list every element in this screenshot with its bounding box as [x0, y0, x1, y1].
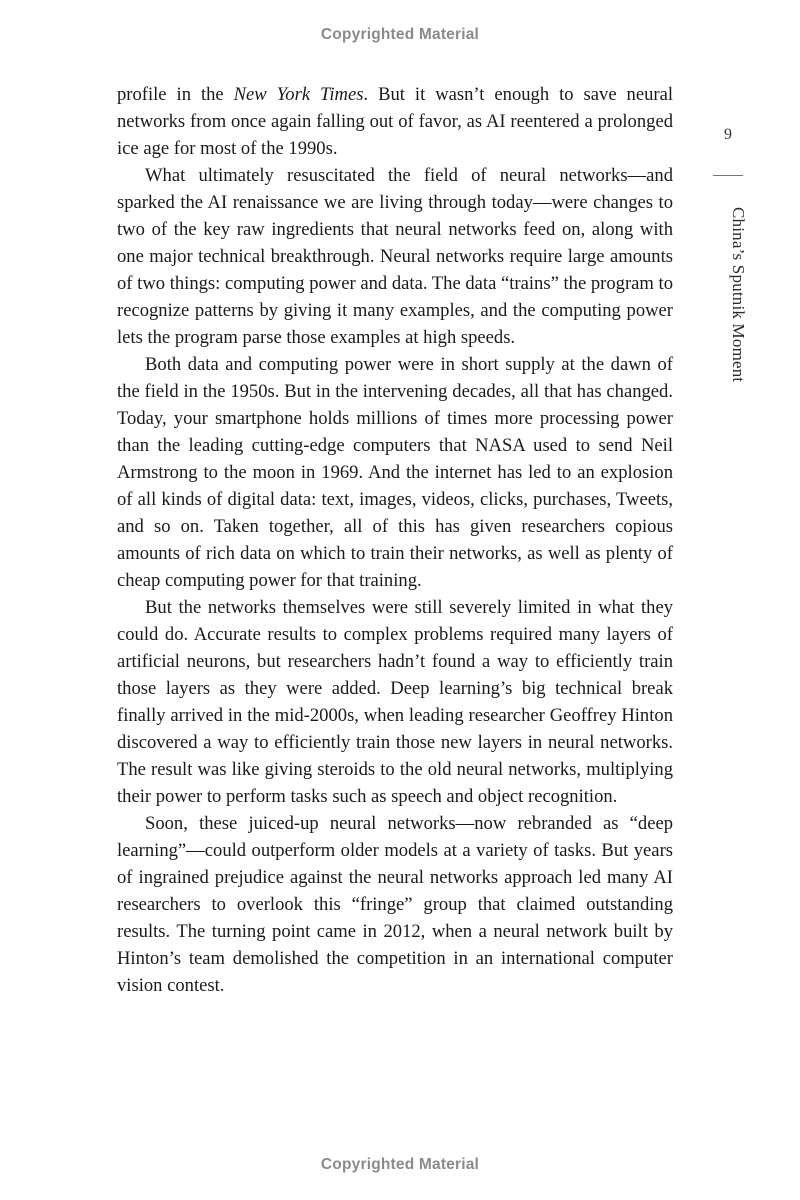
margin-divider [713, 175, 743, 176]
paragraph-3: Both data and computing power were in short supply at the dawn of the field in the 1950s. But in the intervening decades, all that has changed. Today, your smartphone holds millions of times more processing power than the leading cutting-edge computers that NASA used to send Neil Armstrong to the moon in 1969. And the internet has led to an explosion of all kinds of digital data: text, images, videos, clicks, purchases, Tweets, and so on. Taken together, all of this has given researchers copious amounts of rich data on which to train their networks, as well as plenty of cheap computing power for that training. [117, 354, 673, 591]
publication-title: New York Times [233, 84, 364, 105]
paragraph-1 [117, 81, 673, 162]
body-text [117, 81, 673, 999]
watermark-top: Copyrighted Material [320, 26, 480, 43]
paragraph-1-lead: profile in the [117, 84, 234, 105]
running-head: China’s Sputnik Moment [729, 207, 748, 383]
paragraph-5: Soon, these juiced-up neural networks—now rebranded as “deep learning”—could outperform older models at a variety of tasks. But years of ingrained prejudice against the neural networks approach led many AI researchers to overlook this “fringe” group that claimed outstanding results. The turning point came in 2012, when a neural network built by Hinton’s team demolished the competition in an international computer vision contest. [117, 813, 673, 996]
paragraph-2: What ultimately resuscitated the field of neural networks—and sparked the AI renaissance we are living through today—were changes to two of the key raw ingredients that neural networks feed on, along with one major technical breakthrough. Neural networks require large amounts of two things: computing power and data. The data “trains” the program to recognize patterns by giving it many examples, and the computing power lets the program parse those examples at high speeds. [117, 165, 673, 348]
watermark-bottom: Copyrighted Material [320, 1156, 480, 1173]
page-number: 9 [724, 126, 732, 143]
paragraph-1-rest: . But it wasn’t enough to save neural networks from once again falling out of favor, as AI reentered a prolonged ice age for most of the 1990s. [117, 84, 673, 159]
paragraph-4: But the networks themselves were still severely limited in what they could do. Accurate results to complex problems required many layers of artificial neurons, but researchers hadn’t found a way to efficiently train those layers as they were added. Deep learning’s big technical break finally arrived in the mid-2000s, when leading researcher Geoffrey Hinton discovered a way to efficiently train those new layers in neural networks. The result was like giving steroids to the old neural networks, multiplying their power to perform tasks such as speech and object recognition. [117, 597, 673, 807]
